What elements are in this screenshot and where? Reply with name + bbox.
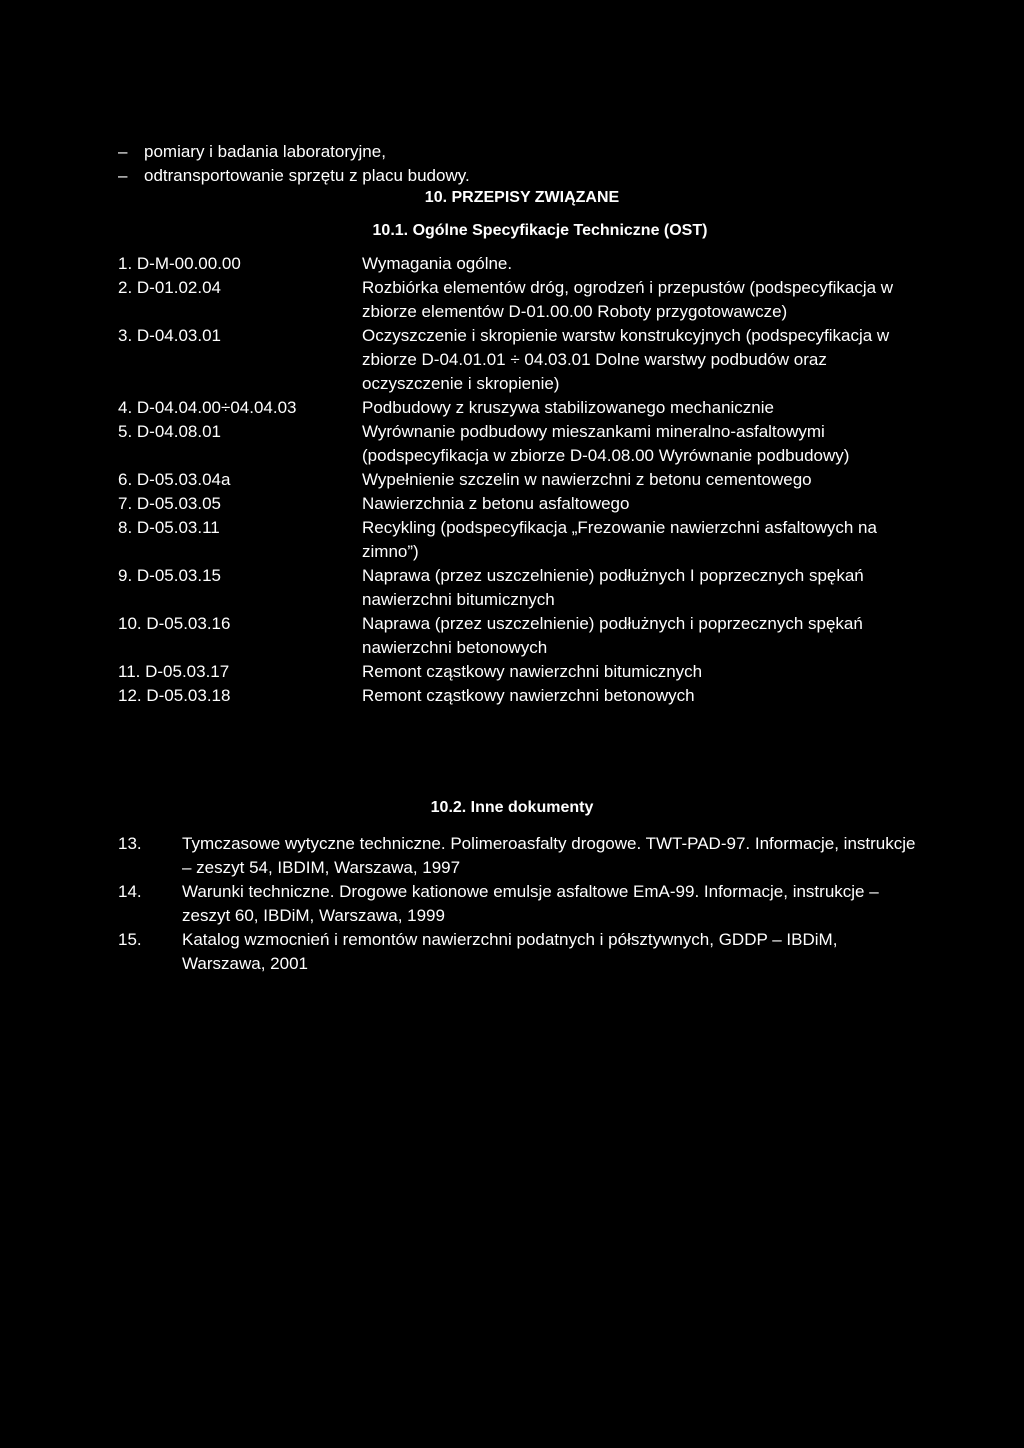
spec-row [118, 612, 918, 660]
spec-description: Podbudowy z kruszywa stabilizowanego mechanicznie [362, 398, 774, 417]
spec-row [118, 468, 918, 492]
spec-code: 8. D-05.03.11 [118, 518, 220, 537]
spec-row [118, 396, 918, 420]
spec-code: 3. D-04.03.01 [118, 326, 222, 345]
document-text: Katalog wzmocnień i remontów nawierzchni podatnych i półsztywnych, GDDP – IBDiM, Warszawa, 2001 [182, 930, 838, 973]
spec-description: Recykling (podspecyfikacja „Frezowanie nawierzchni asfaltowych na zimno”) [362, 518, 877, 561]
spec-code: 2. D-01.02.04 [118, 278, 222, 297]
spec-description: Wymagania ogólne. [362, 254, 513, 273]
spec-description: Remont cząstkowy nawierzchni betonowych [362, 686, 695, 705]
spec-description: Naprawa (przez uszczelnienie) podłużnych i poprzecznych spękań nawierzchni betonowych [362, 614, 863, 657]
spec-row [118, 276, 918, 324]
document-text: Tymczasowe wytyczne techniczne. Polimeroasfalty drogowe. TWT-PAD-97. Informacje, instrukcje – zeszyt 54, IBDIM, Warszawa, 1997 [182, 834, 916, 877]
spec-description: Naprawa (przez uszczelnienie) podłużnych I poprzecznych spękań nawierzchni bitumicznych [362, 566, 864, 609]
spec-code: 10. D-05.03.16 [118, 614, 231, 633]
document-text: Warunki techniczne. Drogowe kationowe emulsje asfaltowe EmA-99. Informacje, instrukcje – zeszyt 60, IBDiM, Warszawa, 1999 [182, 882, 879, 925]
spec-description: Remont cząstkowy nawierzchni bitumicznych [362, 662, 703, 681]
spec-code: 4. D-04.04.00÷04.04.03 [118, 398, 297, 417]
spec-row [118, 420, 918, 468]
spec-code: 5. D-04.08.01 [118, 422, 222, 441]
bullet-dash: – [118, 166, 128, 185]
bullet-text: pomiary i badania laboratoryjne, [144, 142, 386, 161]
spec-row [118, 252, 918, 276]
spec-code: 1. D-M-00.00.00 [118, 254, 241, 273]
spec-description: Nawierzchnia z betonu asfaltowego [362, 494, 630, 513]
spec-code: 12. D-05.03.18 [118, 686, 231, 705]
spec-list [118, 252, 918, 708]
spec-row [118, 492, 918, 516]
spec-row [118, 660, 918, 684]
spec-description: Wyrównanie podbudowy mieszankami mineralno-asfaltowymi (podspecyfikacja w zbiorze D-04.08.00 Wyrównanie podbudowy) [362, 422, 850, 465]
spec-row [118, 516, 918, 564]
spec-description: Wypełnienie szczelin w nawierzchni z betonu cementowego [362, 470, 812, 489]
spec-code: 11. D-05.03.17 [118, 662, 230, 681]
spec-code: 6. D-05.03.04a [118, 470, 231, 489]
document-row [118, 880, 918, 928]
document-list [118, 832, 918, 976]
bullet-text: odtransportowanie sprzętu z placu budowy. [144, 166, 470, 185]
document-number: 15. [118, 930, 142, 949]
bullet-item [118, 140, 470, 164]
spec-description: Oczyszczenie i skropienie warstw konstrukcyjnych (podspecyfikacja w zbiorze D-04.01.01 ÷ 04.03.01 Dolne warstwy podbudów oraz oczyszczenie i skropienie) [362, 326, 890, 393]
spec-row [118, 684, 918, 708]
spec-row [118, 564, 918, 612]
bullet-item [118, 164, 470, 188]
spec-code: 7. D-05.03.05 [118, 494, 222, 513]
document-number: 13. [118, 834, 142, 853]
document-row [118, 928, 918, 976]
bullet-list [118, 140, 470, 188]
document-row [118, 832, 918, 880]
document-number: 14. [118, 882, 142, 901]
spec-code: 9. D-05.03.15 [118, 566, 222, 585]
subsection-ost-title: 10.1. Ogólne Specyfikacje Techniczne (OST) [372, 222, 708, 239]
subsection-inne-title: 10.2. Inne dokumenty [430, 799, 594, 816]
spec-description: Rozbiórka elementów dróg, ogrodzeń i przepustów (podspecyfikacja w zbiorze elementów D-01.00.00 Roboty przygotowawcze) [362, 278, 894, 321]
bullet-dash: – [118, 142, 128, 161]
section-title: 10. PRZEPISY ZWIĄZANE [424, 189, 620, 206]
spec-row [118, 324, 918, 396]
